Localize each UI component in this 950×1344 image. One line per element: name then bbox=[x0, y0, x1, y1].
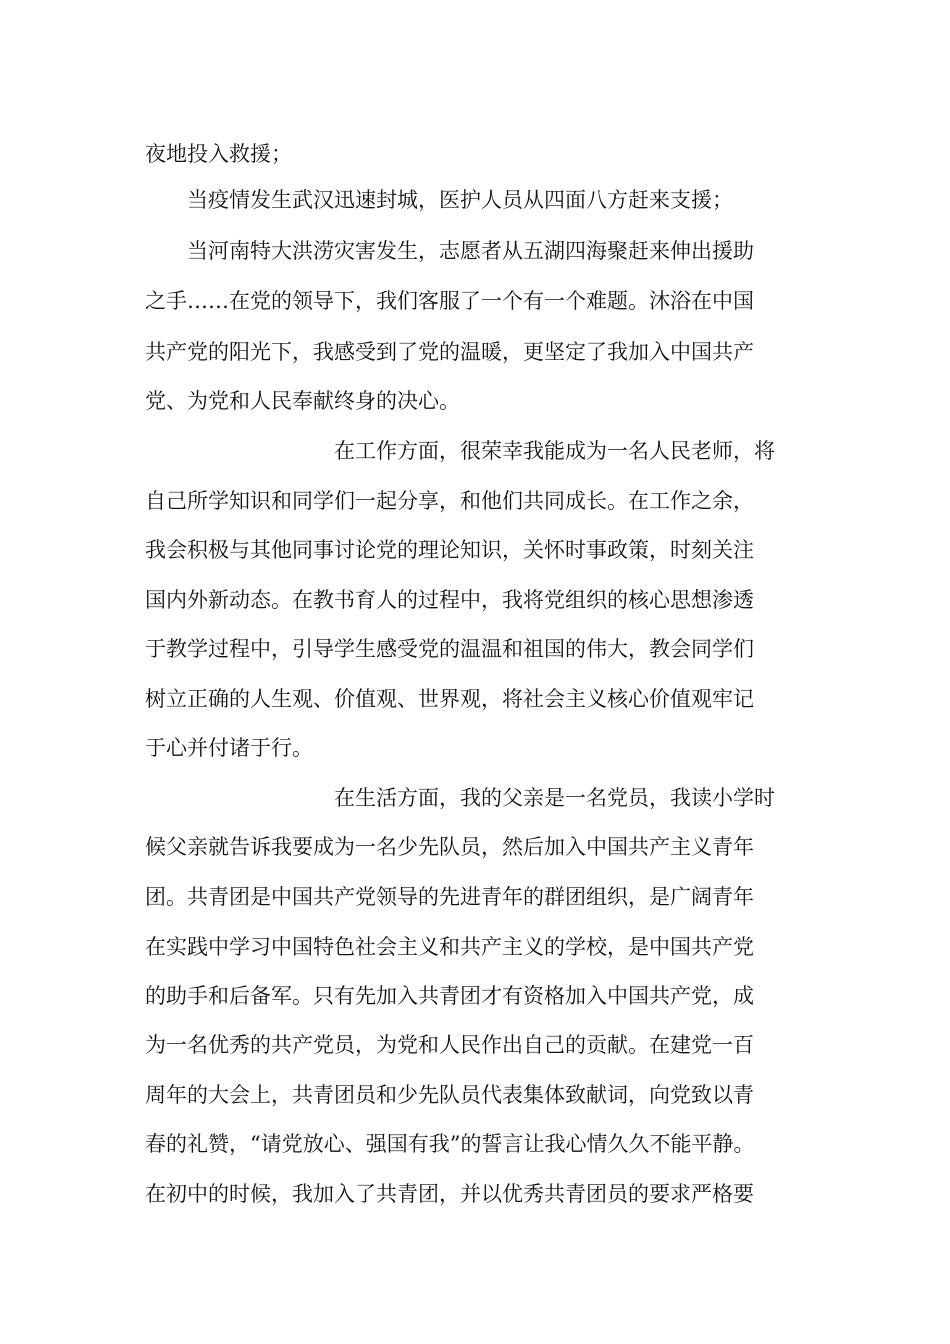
text-line: 共产党的阳光下，我感受到了党的温暖，更坚定了我加入中国共产 bbox=[145, 340, 754, 364]
text-line: 国内外新动态。在教书育人的过程中，我将党组织的核心思想渗透 bbox=[145, 588, 754, 612]
text-line: 在工作方面，很荣幸我能成为一名人民老师，将 bbox=[334, 439, 775, 463]
text-line: 在初中的时候，我加入了共青团，并以优秀共青团员的要求严格要 bbox=[145, 1182, 754, 1206]
text-line: 之手……在党的领导下，我们客服了一个有一个难题。沐浴在中国 bbox=[145, 289, 754, 313]
text-line: 我会积极与其他同事讨论党的理论知识，关怀时事政策，时刻关注 bbox=[145, 538, 754, 562]
text-line: 在生活方面，我的父亲是一名党员，我读小学时 bbox=[334, 786, 775, 810]
text-line: 周年的大会上，共青团员和少先队员代表集体致献词，向党致以青 bbox=[145, 1083, 754, 1107]
text-line: 树立正确的人生观、价值观、世界观，将社会主义核心价值观牢记 bbox=[145, 687, 754, 711]
text-line: 夜地投入救援； bbox=[145, 142, 292, 166]
text-line: 在实践中学习中国特色社会主义和共产主义的学校，是中国共产党 bbox=[145, 935, 754, 959]
text-line: 自己所学知识和同学们一起分享，和他们共同成长。在工作之余， bbox=[145, 489, 754, 513]
text-line: 党、为党和人民奉献终身的决心。 bbox=[145, 389, 460, 413]
text-line: 候父亲就告诉我要成为一名少先队员，然后加入中国共产主义青年 bbox=[145, 835, 754, 859]
text-line: 春的礼赞，“请党放心、强国有我”的誓言让我心情久久不能平静。 bbox=[145, 1132, 755, 1156]
text-line: 当河南特大洪涝灾害发生，志愿者从五湖四海聚赶来伸出援助 bbox=[187, 239, 754, 263]
text-line: 团。共青团是中国共产党领导的先进青年的群团组织，是广阔青年 bbox=[145, 885, 754, 909]
text-line: 于教学过程中，引导学生感受党的温温和祖国的伟大，教会同学们 bbox=[145, 637, 754, 661]
text-line: 的助手和后备军。只有先加入共青团才有资格加入中国共产党，成 bbox=[145, 984, 754, 1008]
text-line: 于心并付诸于行。 bbox=[145, 736, 313, 760]
text-line: 当疫情发生武汉迅速封城，医护人员从四面八方赶来支援； bbox=[187, 188, 733, 212]
text-line: 为一名优秀的共产党员，为党和人民作出自己的贡献。在建党一百 bbox=[145, 1033, 754, 1057]
